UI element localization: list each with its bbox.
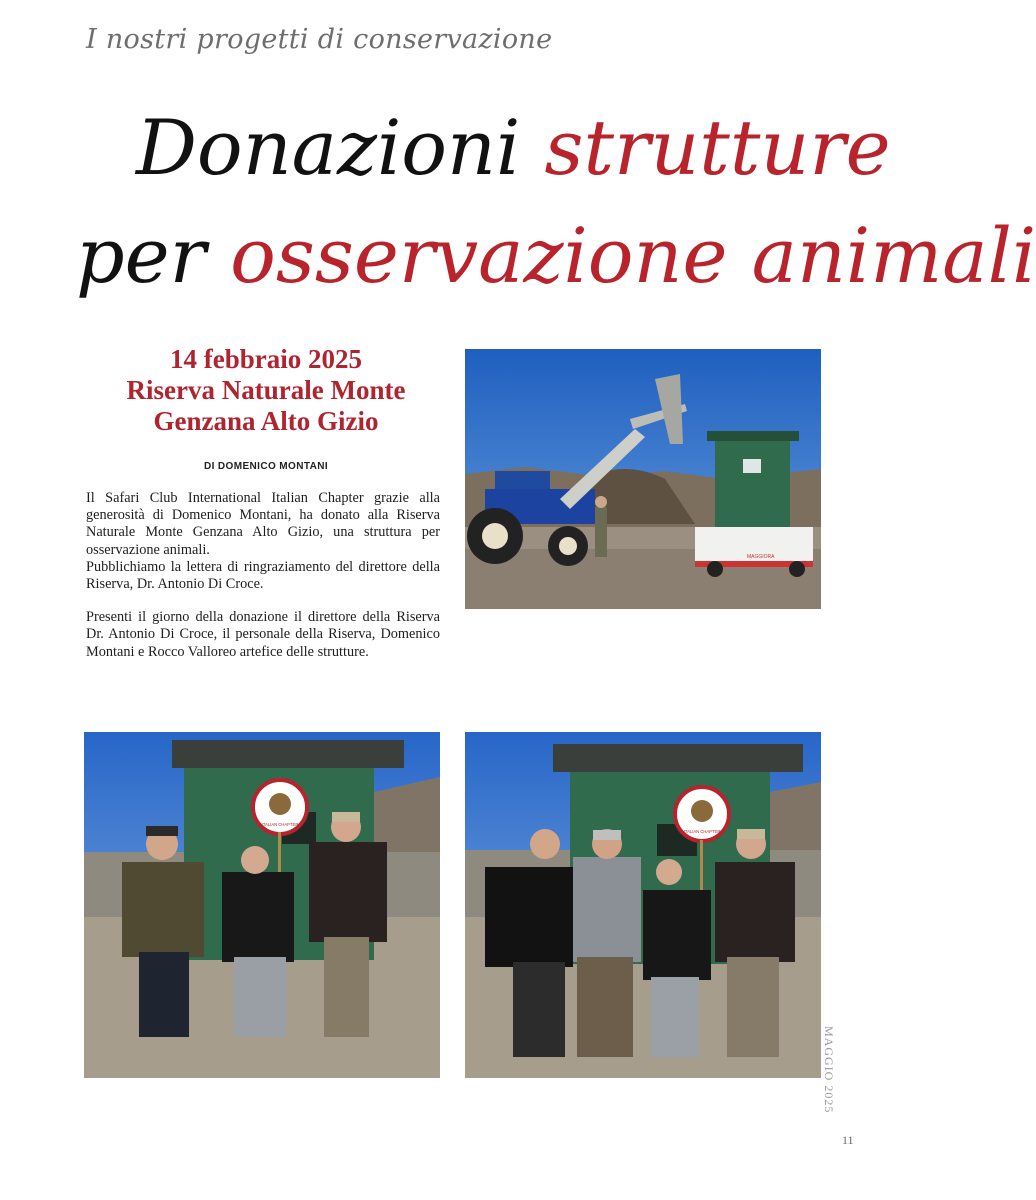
headline-word-strutture: strutture: [544, 103, 891, 192]
headline-word-donazioni: Donazioni: [136, 103, 521, 192]
subhead-place-line-2: Genzana Alto Gizio: [153, 406, 379, 436]
photo-group-scene-1: [84, 732, 440, 1078]
article-body: [86, 490, 440, 661]
subhead-place-line-1: Riserva Naturale Monte: [126, 375, 406, 405]
section-label: I nostri progetti di conservazione: [86, 24, 553, 55]
photo-tractor-scene: [465, 349, 821, 609]
sign-label-1: ITALIAN CHAPTER: [261, 822, 299, 827]
headline-words-osservazione: osservazione animali: [230, 211, 1036, 300]
photo-group-scene-2: [465, 732, 821, 1078]
headline-word-per: per: [76, 211, 206, 300]
article-subhead: [86, 344, 446, 437]
headline-line-2: [76, 211, 1036, 300]
headline-line-1: [136, 103, 891, 192]
body-paragraph-2: Pubblichiamo la lettera di ringraziamento del direttore della Riserva, Dr. Antonio Di Croce.: [86, 558, 440, 593]
issue-side-label: MAGGIO 2025: [822, 1026, 836, 1114]
page-number: 11: [842, 1133, 854, 1147]
truck-label: MAGGIORA: [747, 554, 775, 560]
body-paragraph-1: Il Safari Club International Italian Chapter grazie alla generosità di Domenico Montani, ha donato alla Riserva Naturale Monte Genzana Alto Gizio, una struttura per osservazione animali.: [86, 490, 440, 558]
subhead-date: 14 febbraio 2025: [170, 344, 362, 374]
photo-tractor-and-hut: [465, 349, 821, 609]
photo-group-three-men: [84, 732, 440, 1078]
photo-group-four-men: [465, 732, 821, 1078]
sign-label-2: ITALIAN CHAPTER: [683, 829, 721, 834]
byline: DI DOMENICO MONTANI: [203, 461, 329, 472]
body-paragraph-3: Presenti il giorno della donazione il direttore della Riserva Dr. Antonio Di Croce, il personale della Riserva, Domenico Montani e Rocco Valloreo artefice delle strutture.: [86, 609, 440, 660]
